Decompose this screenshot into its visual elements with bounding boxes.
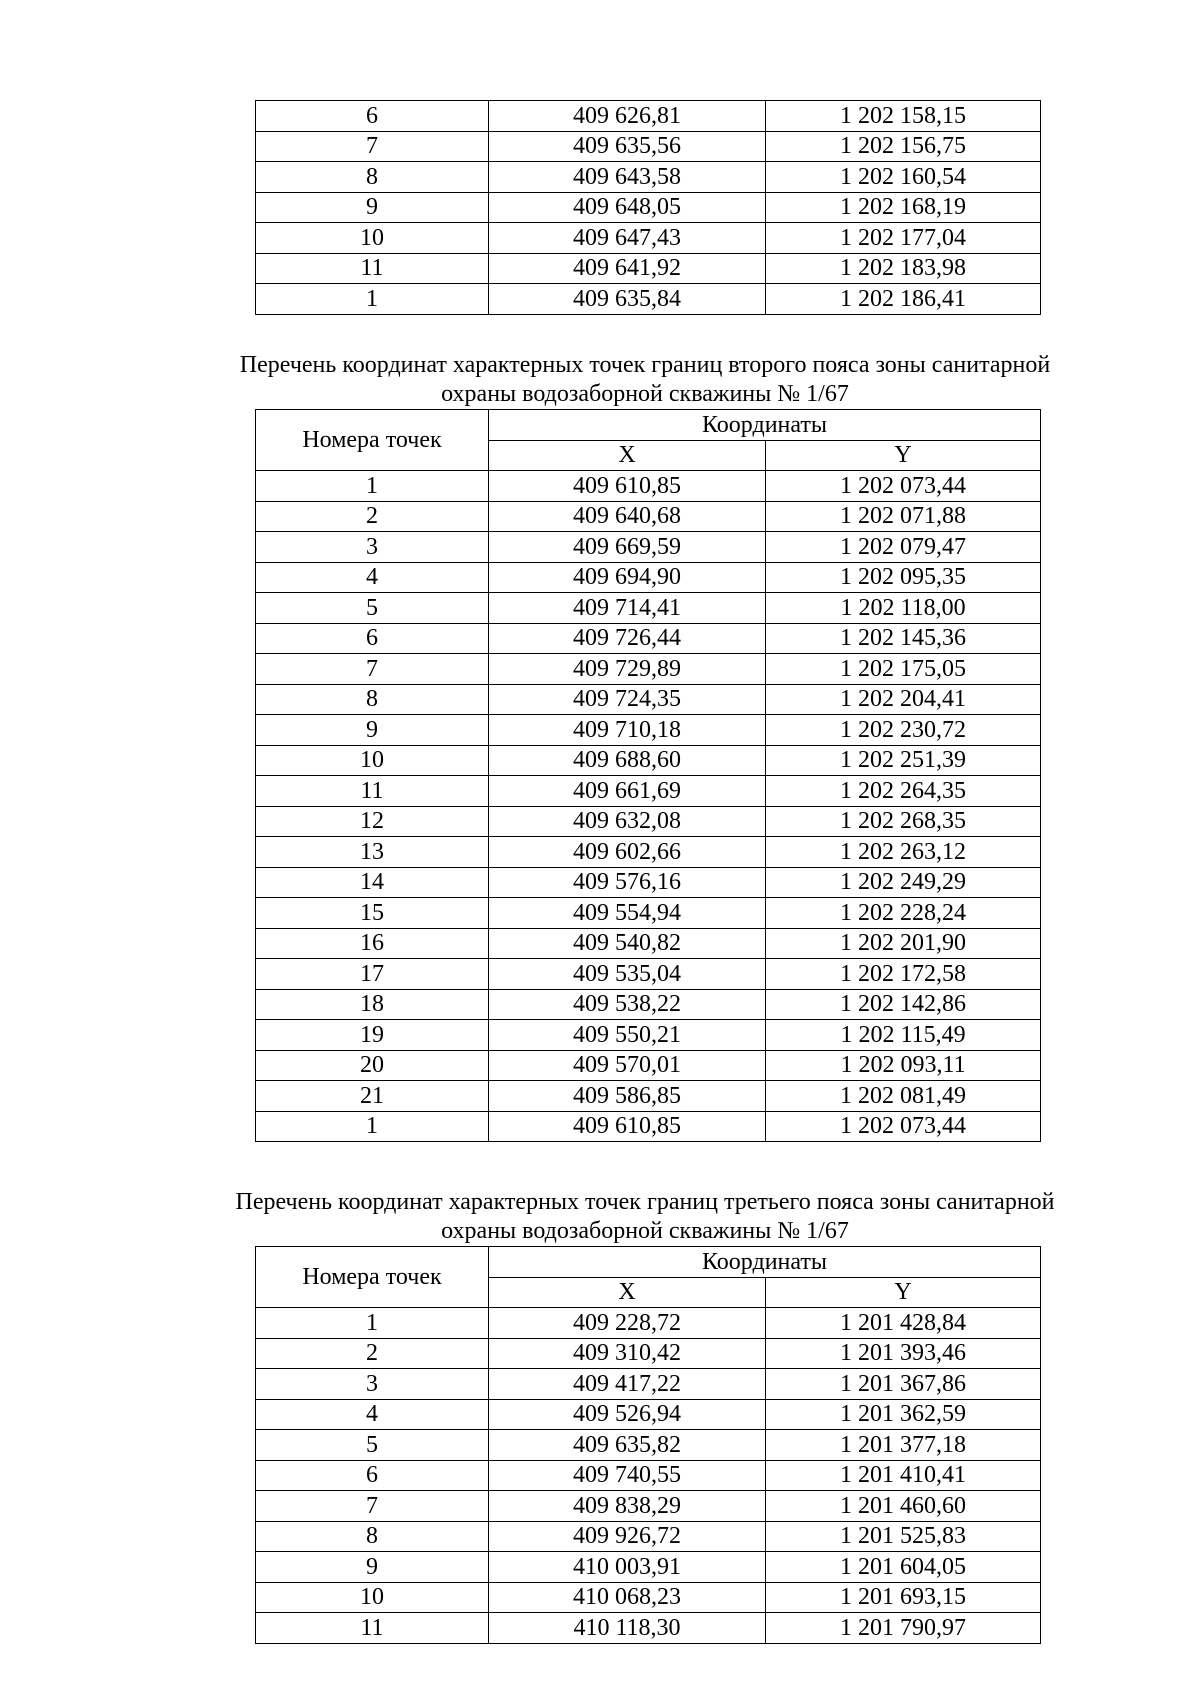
- point-number-cell: 7: [256, 654, 489, 685]
- x-coordinate-cell: 409 688,60: [489, 745, 766, 776]
- point-number-cell: 10: [256, 223, 489, 254]
- table-row: [256, 989, 1041, 1020]
- table-row: [256, 837, 1041, 868]
- x-coordinate-cell: 409 526,94: [489, 1399, 766, 1430]
- y-coordinate-cell: 1 202 183,98: [766, 253, 1041, 284]
- point-number-cell: 5: [256, 1430, 489, 1461]
- point-number-cell: 4: [256, 562, 489, 593]
- x-coordinate-cell: 409 710,18: [489, 715, 766, 746]
- table-row: [256, 131, 1041, 162]
- table-row: [256, 1552, 1041, 1583]
- y-coordinate-cell: 1 202 093,11: [766, 1050, 1041, 1081]
- y-coordinate-cell: 1 201 377,18: [766, 1430, 1041, 1461]
- y-coordinate-cell: 1 202 115,49: [766, 1020, 1041, 1051]
- y-coordinate-cell: 1 202 142,86: [766, 989, 1041, 1020]
- point-number-cell: 3: [256, 1369, 489, 1400]
- caption-line: Перечень координат характерных точек границ второго пояса зоны санитарной: [239, 352, 1051, 378]
- third-belt-caption: [150, 1188, 1140, 1246]
- y-coordinate-cell: 1 202 081,49: [766, 1081, 1041, 1112]
- point-number-cell: 19: [256, 1020, 489, 1051]
- point-number-cell: 7: [256, 131, 489, 162]
- y-coordinate-cell: 1 202 263,12: [766, 837, 1041, 868]
- y-coordinate-cell: 1 202 172,58: [766, 959, 1041, 990]
- y-coordinate-cell: 1 202 268,35: [766, 806, 1041, 837]
- x-coordinate-cell: 409 643,58: [489, 162, 766, 193]
- point-number-cell: 20: [256, 1050, 489, 1081]
- point-number-cell: 13: [256, 837, 489, 868]
- table-row: [256, 867, 1041, 898]
- y-coordinate-cell: 1 202 201,90: [766, 928, 1041, 959]
- x-coordinate-cell: 409 538,22: [489, 989, 766, 1020]
- y-coordinate-cell: 1 202 160,54: [766, 162, 1041, 193]
- x-coordinate-cell: 409 310,42: [489, 1338, 766, 1369]
- y-coordinate-cell: 1 202 156,75: [766, 131, 1041, 162]
- table-row: [256, 284, 1041, 315]
- x-coordinate-cell: 409 570,01: [489, 1050, 766, 1081]
- point-number-cell: 4: [256, 1399, 489, 1430]
- x-coordinate-cell: 409 586,85: [489, 1081, 766, 1112]
- table-row: [256, 745, 1041, 776]
- x-coordinate-cell: 409 535,04: [489, 959, 766, 990]
- x-coordinate-cell: 409 626,81: [489, 101, 766, 132]
- x-coordinate-cell: 409 647,43: [489, 223, 766, 254]
- header-point-numbers: Номера точек: [256, 410, 489, 471]
- table-row: [256, 1491, 1041, 1522]
- table-body: [256, 471, 1041, 1142]
- table-row: [256, 532, 1041, 563]
- y-coordinate-cell: 1 202 071,88: [766, 501, 1041, 532]
- y-coordinate-cell: 1 201 790,97: [766, 1613, 1041, 1644]
- header-y: Y: [766, 440, 1041, 471]
- point-number-cell: 8: [256, 684, 489, 715]
- point-number-cell: 21: [256, 1081, 489, 1112]
- y-coordinate-cell: 1 202 186,41: [766, 284, 1041, 315]
- y-coordinate-cell: 1 202 264,35: [766, 776, 1041, 807]
- coordinates-table-continuation: [255, 100, 1041, 315]
- table-row: [256, 776, 1041, 807]
- table-row: [256, 192, 1041, 223]
- table-row: [256, 501, 1041, 532]
- table-row: [256, 898, 1041, 929]
- header-y: Y: [766, 1277, 1041, 1308]
- y-coordinate-cell: 1 202 177,04: [766, 223, 1041, 254]
- x-coordinate-cell: 409 610,85: [489, 471, 766, 502]
- table-row: [256, 1081, 1041, 1112]
- table-row: [256, 654, 1041, 685]
- point-number-cell: 3: [256, 532, 489, 563]
- header-coordinates: Координаты: [489, 1247, 1041, 1278]
- table-row: [256, 1460, 1041, 1491]
- point-number-cell: 6: [256, 101, 489, 132]
- x-coordinate-cell: 410 118,30: [489, 1613, 766, 1644]
- y-coordinate-cell: 1 202 228,24: [766, 898, 1041, 929]
- point-number-cell: 8: [256, 1521, 489, 1552]
- x-coordinate-cell: 409 724,35: [489, 684, 766, 715]
- x-coordinate-cell: 409 554,94: [489, 898, 766, 929]
- caption-line: Перечень координат характерных точек границ третьего пояса зоны санитарной: [235, 1189, 1055, 1215]
- x-coordinate-cell: 409 729,89: [489, 654, 766, 685]
- point-number-cell: 11: [256, 1613, 489, 1644]
- y-coordinate-cell: 1 202 158,15: [766, 101, 1041, 132]
- y-coordinate-cell: 1 202 204,41: [766, 684, 1041, 715]
- x-coordinate-cell: 409 610,85: [489, 1111, 766, 1142]
- point-number-cell: 11: [256, 253, 489, 284]
- x-coordinate-cell: 409 926,72: [489, 1521, 766, 1552]
- point-number-cell: 12: [256, 806, 489, 837]
- header-x: X: [489, 1277, 766, 1308]
- y-coordinate-cell: 1 202 230,72: [766, 715, 1041, 746]
- point-number-cell: 8: [256, 162, 489, 193]
- table-row: [256, 593, 1041, 624]
- point-number-cell: 2: [256, 501, 489, 532]
- x-coordinate-cell: 409 635,56: [489, 131, 766, 162]
- y-coordinate-cell: 1 202 079,47: [766, 532, 1041, 563]
- x-coordinate-cell: 409 635,84: [489, 284, 766, 315]
- table-row: [256, 562, 1041, 593]
- caption-line: охраны водозаборной скважины № 1/67: [441, 381, 849, 407]
- x-coordinate-cell: 409 550,21: [489, 1020, 766, 1051]
- third-belt-coordinates-table: [255, 1246, 1041, 1644]
- x-coordinate-cell: 409 640,68: [489, 501, 766, 532]
- x-coordinate-cell: 409 838,29: [489, 1491, 766, 1522]
- point-number-cell: 9: [256, 715, 489, 746]
- table-row: [256, 1430, 1041, 1461]
- x-coordinate-cell: 409 648,05: [489, 192, 766, 223]
- table-row: [256, 715, 1041, 746]
- table-row: [256, 1308, 1041, 1339]
- table-row: [256, 471, 1041, 502]
- point-number-cell: 17: [256, 959, 489, 990]
- table-row: [256, 1111, 1041, 1142]
- point-number-cell: 10: [256, 745, 489, 776]
- y-coordinate-cell: 1 201 367,86: [766, 1369, 1041, 1400]
- table-body: [256, 1308, 1041, 1644]
- second-belt-coordinates-table: [255, 409, 1041, 1142]
- x-coordinate-cell: 409 641,92: [489, 253, 766, 284]
- x-coordinate-cell: 409 714,41: [489, 593, 766, 624]
- y-coordinate-cell: 1 201 460,60: [766, 1491, 1041, 1522]
- point-number-cell: 6: [256, 1460, 489, 1491]
- table-row: [256, 1582, 1041, 1613]
- point-number-cell: 14: [256, 867, 489, 898]
- x-coordinate-cell: 410 068,23: [489, 1582, 766, 1613]
- point-number-cell: 5: [256, 593, 489, 624]
- table-row: [256, 1369, 1041, 1400]
- point-number-cell: 7: [256, 1491, 489, 1522]
- y-coordinate-cell: 1 202 095,35: [766, 562, 1041, 593]
- y-coordinate-cell: 1 202 175,05: [766, 654, 1041, 685]
- y-coordinate-cell: 1 201 604,05: [766, 1552, 1041, 1583]
- x-coordinate-cell: 409 540,82: [489, 928, 766, 959]
- y-coordinate-cell: 1 202 073,44: [766, 1111, 1041, 1142]
- point-number-cell: 18: [256, 989, 489, 1020]
- table-row: [256, 1338, 1041, 1369]
- y-coordinate-cell: 1 202 251,39: [766, 745, 1041, 776]
- y-coordinate-cell: 1 202 168,19: [766, 192, 1041, 223]
- x-coordinate-cell: 409 661,69: [489, 776, 766, 807]
- y-coordinate-cell: 1 202 249,29: [766, 867, 1041, 898]
- point-number-cell: 11: [256, 776, 489, 807]
- x-coordinate-cell: 409 740,55: [489, 1460, 766, 1491]
- point-number-cell: 1: [256, 1111, 489, 1142]
- table-row: [256, 1020, 1041, 1051]
- table-row: [256, 1050, 1041, 1081]
- table-row: [256, 684, 1041, 715]
- table-row: [256, 928, 1041, 959]
- table-row: [256, 101, 1041, 132]
- table-row: [256, 806, 1041, 837]
- table-row: [256, 1399, 1041, 1430]
- point-number-cell: 10: [256, 1582, 489, 1613]
- x-coordinate-cell: 409 576,16: [489, 867, 766, 898]
- table-row: [256, 1521, 1041, 1552]
- header-coordinates: Координаты: [489, 410, 1041, 441]
- table-row: [256, 623, 1041, 654]
- y-coordinate-cell: 1 201 362,59: [766, 1399, 1041, 1430]
- x-coordinate-cell: 409 602,66: [489, 837, 766, 868]
- point-number-cell: 1: [256, 471, 489, 502]
- x-coordinate-cell: 409 417,22: [489, 1369, 766, 1400]
- table-header-row: [256, 410, 1041, 441]
- table-header-row: [256, 1247, 1041, 1278]
- y-coordinate-cell: 1 202 118,00: [766, 593, 1041, 624]
- point-number-cell: 1: [256, 284, 489, 315]
- table-row: [256, 223, 1041, 254]
- y-coordinate-cell: 1 201 428,84: [766, 1308, 1041, 1339]
- x-coordinate-cell: 409 669,59: [489, 532, 766, 563]
- point-number-cell: 1: [256, 1308, 489, 1339]
- y-coordinate-cell: 1 202 073,44: [766, 471, 1041, 502]
- caption-line: охраны водозаборной скважины № 1/67: [441, 1218, 849, 1244]
- header-x: X: [489, 440, 766, 471]
- point-number-cell: 6: [256, 623, 489, 654]
- y-coordinate-cell: 1 201 410,41: [766, 1460, 1041, 1491]
- second-belt-caption: [150, 351, 1140, 409]
- y-coordinate-cell: 1 201 693,15: [766, 1582, 1041, 1613]
- table-body: [256, 101, 1041, 315]
- point-number-cell: 16: [256, 928, 489, 959]
- point-number-cell: 9: [256, 1552, 489, 1583]
- table-row: [256, 959, 1041, 990]
- y-coordinate-cell: 1 202 145,36: [766, 623, 1041, 654]
- x-coordinate-cell: 409 228,72: [489, 1308, 766, 1339]
- x-coordinate-cell: 409 632,08: [489, 806, 766, 837]
- x-coordinate-cell: 409 635,82: [489, 1430, 766, 1461]
- table-row: [256, 162, 1041, 193]
- x-coordinate-cell: 410 003,91: [489, 1552, 766, 1583]
- x-coordinate-cell: 409 726,44: [489, 623, 766, 654]
- y-coordinate-cell: 1 201 393,46: [766, 1338, 1041, 1369]
- header-point-numbers: Номера точек: [256, 1247, 489, 1308]
- point-number-cell: 15: [256, 898, 489, 929]
- table-row: [256, 1613, 1041, 1644]
- x-coordinate-cell: 409 694,90: [489, 562, 766, 593]
- table-row: [256, 253, 1041, 284]
- y-coordinate-cell: 1 201 525,83: [766, 1521, 1041, 1552]
- point-number-cell: 9: [256, 192, 489, 223]
- point-number-cell: 2: [256, 1338, 489, 1369]
